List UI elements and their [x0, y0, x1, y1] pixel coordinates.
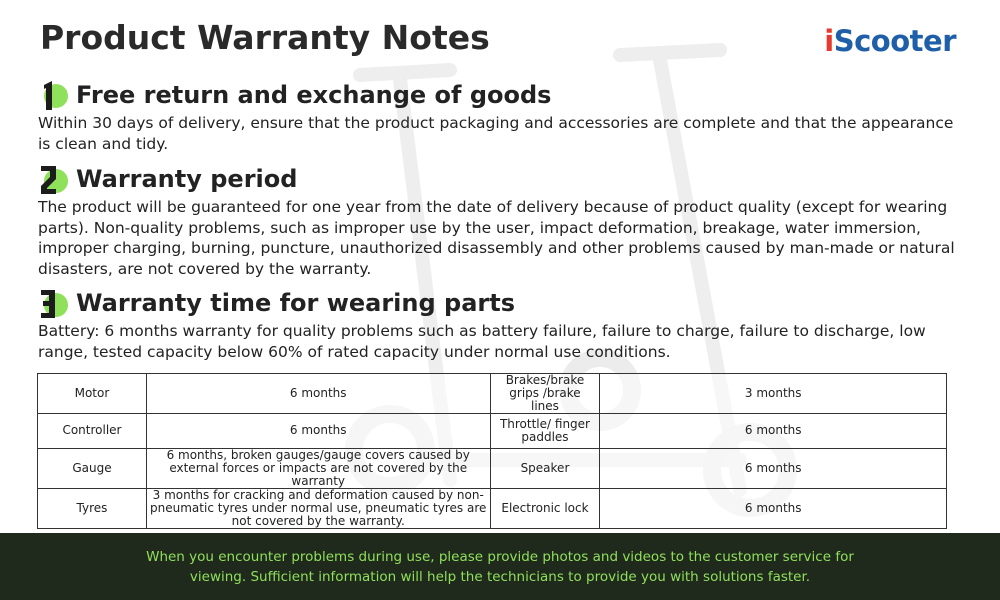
warranty-term-cell: 6 months, broken gauges/gauge covers caused by external forces or impacts are not covered by the warranty	[146, 448, 490, 488]
logo-letter-i: i	[824, 24, 834, 58]
section-title: Free return and exchange of goods	[76, 81, 552, 109]
page-title: Product Warranty Notes	[40, 18, 490, 57]
warranty-term-cell: 6 months	[600, 414, 947, 449]
part-name-cell: Gauge	[38, 448, 147, 488]
section-text: Battery: 6 months warranty for quality problems such as battery failure, failure to charge, failure to discharge, low range, tested capacity below 60% of rated capacity under normal use conditions.	[38, 322, 926, 361]
part-name-cell: Brakes/brake grips /brake lines	[490, 374, 600, 414]
warranty-term-cell: 6 months	[600, 488, 947, 528]
section-text: The product will be guaranteed for one year from the date of delivery because of product quality (except for wearing parts). Non-quality problems, such as improper use by the user, impact deformation, breakage, water immersion, improper charging, burning, puncture, unauthorized disassembly and other problems caused by man-made or natural disasters, are not covered by the warranty.	[38, 198, 955, 278]
number-three-icon	[38, 286, 68, 320]
section-free-return	[38, 77, 963, 154]
footer-text: When you encounter problems during use, please provide photos and videos to the customer service for viewing. Sufficient information will help the technicians to provide you with solutions faster.	[146, 548, 854, 585]
warranty-term-cell: 3 months for cracking and deformation caused by non-pneumatic tyres under normal use, pneumatic tyres are not covered by the warranty.	[146, 488, 490, 528]
section-text: Within 30 days of delivery, ensure that the product packaging and accessories are complete and that the appearance is clean and tidy.	[38, 114, 954, 153]
table-row	[38, 374, 947, 414]
section-title: Warranty time for wearing parts	[76, 289, 515, 317]
warranty-term-cell: 6 months	[146, 414, 490, 449]
table-row	[38, 448, 947, 488]
warranty-term-cell: 6 months	[146, 374, 490, 414]
brand-logo	[824, 24, 956, 58]
part-name-cell: Motor	[38, 374, 147, 414]
table-row	[38, 414, 947, 449]
part-name-cell: Electronic lock	[490, 488, 600, 528]
part-name-cell: Tyres	[38, 488, 147, 528]
footer-banner	[0, 533, 1000, 600]
section-title: Warranty period	[76, 165, 298, 193]
section-warranty-period	[38, 161, 963, 279]
table-row	[38, 488, 947, 528]
warranty-term-cell: 6 months	[600, 448, 947, 488]
part-name-cell: Speaker	[490, 448, 600, 488]
number-two-icon	[38, 162, 68, 196]
section-wearing-parts	[38, 285, 963, 362]
warranty-term-cell: 3 months	[600, 374, 947, 414]
wearing-parts-table	[37, 373, 947, 529]
part-name-cell: Throttle/ finger paddles	[490, 414, 600, 449]
logo-wordmark: Scooter	[833, 24, 956, 58]
part-name-cell: Controller	[38, 414, 147, 449]
number-one-icon	[38, 78, 68, 112]
